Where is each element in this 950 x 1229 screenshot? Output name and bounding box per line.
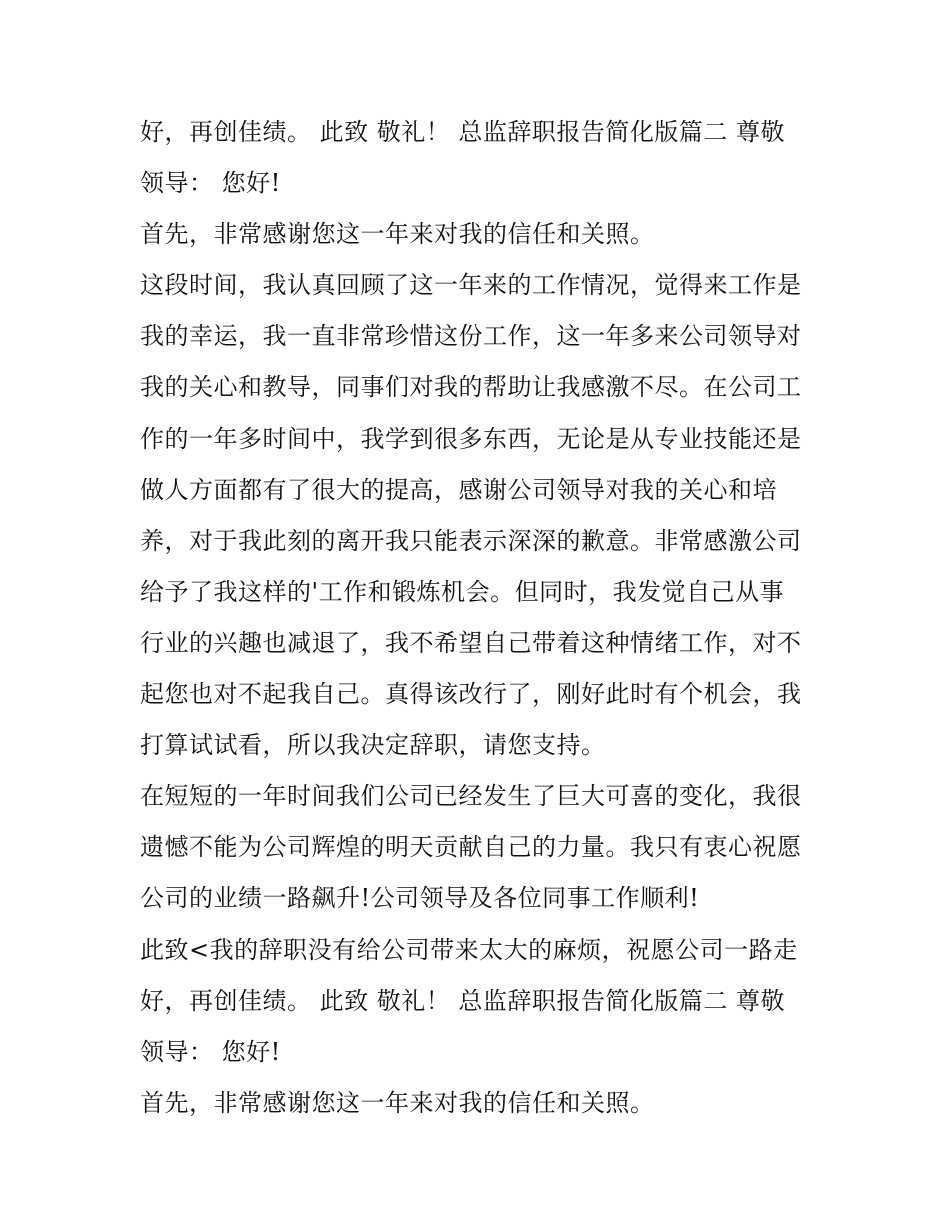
text-line: 做人方面都有了很大的提高，感谢公司领导对我的关心和培 <box>140 475 777 504</box>
text-line: 行业的兴趣也减退了，我不希望自己带着这种情绪工作，对不 <box>140 628 802 657</box>
text-line: 好，再创佳绩。 此致 敬礼！ 总监辞职报告简化版篇二 尊敬 <box>140 986 786 1015</box>
text-line: 遗憾不能为公司辉煌的明天贡献自己的力量。我只有衷心祝愿 <box>140 833 802 862</box>
text-line: 公司的业绩一路飙升!公司领导及各位同事工作顺利! <box>140 884 700 913</box>
text-line: 养，对于我此刻的离开我只能表示深深的歉意。非常感激公司 <box>140 526 802 555</box>
text-line: 我的关心和教导，同事们对我的帮助让我感激不尽。在公司工 <box>140 373 802 402</box>
text-line: 作的一年多时间中，我学到很多东西，无论是从专业技能还是 <box>140 424 802 453</box>
text-line: 首先，非常感谢您这一年来对我的信任和关照。 <box>140 220 655 249</box>
text-line: 首先，非常感谢您这一年来对我的信任和关照。 <box>140 1088 655 1117</box>
text-line: 领导： 您好! <box>140 169 281 198</box>
text-line: 领导： 您好! <box>140 1037 281 1066</box>
text-line: 好，再创佳绩。 此致 敬礼！ 总监辞职报告简化版篇二 尊敬 <box>140 118 786 146</box>
text-line: 这段时间，我认真回顾了这一年来的工作情况，觉得来工作是 <box>140 271 802 300</box>
text-line: 起您也对不起我自己。真得该改行了，刚好此时有个机会，我 <box>140 680 802 709</box>
text-line: 我的幸运，我一直非常珍惜这份工作，这一年多来公司领导对 <box>140 322 802 351</box>
document-body <box>140 107 820 1129</box>
text-line: 此致<我的辞职没有给公司带来太大的麻烦，祝愿公司一路走 <box>140 935 798 964</box>
text-line: 打算试试看，所以我决定辞职，请您支持。 <box>140 731 606 760</box>
text-line: 给予了我这样的'工作和锻炼机会。但同时，我发觉自己从事 <box>140 577 785 606</box>
text-line: 在短短的一年时间我们公司已经发生了巨大可喜的变化，我很 <box>140 782 802 811</box>
